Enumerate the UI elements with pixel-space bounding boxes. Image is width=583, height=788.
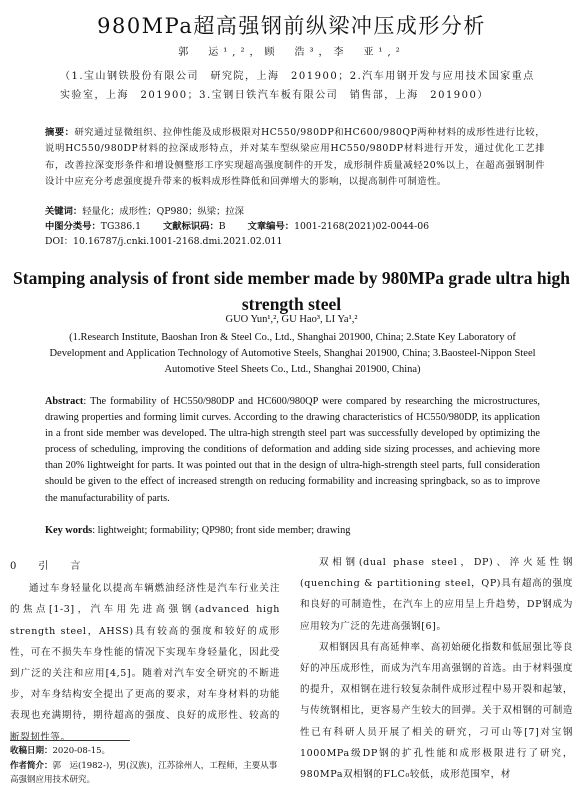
en-keywords xyxy=(45,525,540,536)
body-left-column xyxy=(10,556,280,748)
doc-code-label: 文献标识码： xyxy=(162,221,219,232)
footnote-received xyxy=(10,744,280,758)
cn-affiliation: （1.宝山钢铁股份有限公司 研究院，上海 201900；2.汽车用钢开发与应用技术国家重点实验室，上海 201900；3.宝钢日铁汽车板有限公司 销售部，上海 201900） xyxy=(60,71,535,101)
en-abstract xyxy=(45,394,540,507)
article-no-value: 1001-2168(2021)02-0044-06 xyxy=(294,221,430,232)
cn-keywords-text: 轻量化；成形性；QP980；纵梁；拉深 xyxy=(82,206,244,217)
en-keywords-label: Key words xyxy=(45,525,93,536)
en-affiliation: (1.Research Institute, Baoshan Iron & Steel Co., Ltd., Shanghai 201900, China; 2.State Key Laboratory of Development and Application Technology of Automotive Steels, Shanghai 201900, China; 3.Baosteel-Nippon Steel Automotive Steel Sheets Co., Ltd., Shanghai 201900, China) xyxy=(49,332,536,375)
body-right-column xyxy=(300,552,573,785)
received-label: 收稿日期： xyxy=(10,746,53,756)
clc-label: 中图分类号： xyxy=(45,221,101,232)
cn-abstract-text: 研究通过显微组织、拉伸性能及成形极限对HC550/980DP和HC600/980QP两种材料的成形性进行比较，说明HC550/980DP材料的拉深成形特点，并对某车型纵梁应用HC550/980DP材料进行开发，通过优化工艺排布，改善拉深变形条件和增设侧整形工序实现超高强度制件的开发，成形制件质量减轻20%以上，在超高强钢制件设计中应充分考虑强度提升带来的板料成形性降低和回弹增大的影响，以提高制件可制造性。 xyxy=(45,127,545,188)
cn-abstract xyxy=(45,125,545,191)
author-bio-label: 作者简介： xyxy=(10,761,53,771)
doi-value: 10.16787/j.cnki.1001-2168.dmi.2021.02.011 xyxy=(73,236,283,247)
received-value: 2020-08-15。 xyxy=(52,746,111,756)
footnote-author xyxy=(10,759,280,787)
article-no-label: 文章编号： xyxy=(247,221,295,232)
cn-abstract-label: 摘要： xyxy=(45,127,75,138)
en-abstract-label: Abstract xyxy=(45,396,84,407)
footnote-rule xyxy=(10,740,130,741)
cn-keywords xyxy=(45,205,545,219)
clc-value: TG386.1 xyxy=(100,221,142,232)
en-keywords-text: : lightweight; formability; QP980; front side member; drawing xyxy=(92,525,351,536)
body-paragraph: 双相钢因具有高延伸率、高初始硬化指数和低屈强比等良好的冲压成形性，而成为汽车用高强钢的首选。由于材料强度的提升，双相钢在进行较复杂制件成形过程中易开裂和起皱，与传统钢相比，更容易产生较大的回弹。关于双相钢的可制造性已有科研人员开展了相关的研究，刁可山等[7]对宝钢1000MPa级DP钢的扩孔性能和成形极限进行了研究，980MPa双相钢的FLC₀较低，成形范围窄，材 xyxy=(300,641,573,781)
section-heading: 0 引 言 xyxy=(10,561,87,572)
doc-code-value: B xyxy=(218,221,226,232)
body-paragraph: 通过车身轻量化以提高车辆燃油经济性是汽车行业关注的焦点[1-3]，汽车用先进高强钢(advanced high strength steel，AHSS)具有较高的强度和较好的成形性，可在不损失车身性能的情况下实现车身轻量化，因此受到广泛的关注和应用[4,5]。随着对汽车安全研究的不断进步，对车身结构安全提出了更高的要求，对车身材料的功能表现也充满期待，期待超高的强度、良好的成形性、较高的断裂韧性等。 xyxy=(10,583,280,743)
cn-authors: 郭 运¹,²，顾 浩³，李 亚¹,² xyxy=(178,47,405,58)
cn-doi xyxy=(45,235,545,249)
author-bio-text: 郭 运(1982-)，男(汉族)，江苏徐州人，工程师，主要从事高强钢应用技术研究。 xyxy=(10,761,278,785)
body-paragraph: 双相钢(dual phase steel，DP)、淬火延性钢(quenching & partitioning steel，QP)具有超高的强度和良好的可制造性，在汽车上的应用呈上升趋势，DP钢成为应用较为广泛的先进高强钢[6]。 xyxy=(300,557,573,632)
en-abstract-text: : The formability of HC550/980DP and HC600/980QP were compared by researching the microstructures, drawing properties and forming limit curves. According to the drawing characteristics of HC550/980DP, its application in a front side member was developed. The ultra-high strength steel part was successfully developed by optimizing the process of scheduling, improving the conditions of deformation and adding side sizing processes, and achieving more than 20% lightweight for parts. It was pointed out that in the design of ultra-high-strength steel parts, full consideration should be given to the effect of increased strength on reducing formability and increasing springback, so as to improve the manufacturability of parts. xyxy=(45,396,540,504)
cn-classification xyxy=(45,220,545,234)
en-authors: GUO Yun¹,², GU Hao³, LI Ya¹,² xyxy=(225,314,358,325)
doi-label: DOI： xyxy=(45,236,74,247)
en-title: Stamping analysis of front side member made by 980MPa grade ultra high strength steel xyxy=(13,268,570,314)
cn-title: 980MPa超高强钢前纵梁冲压成形分析 xyxy=(97,14,486,38)
cn-keywords-label: 关键词： xyxy=(45,206,83,217)
